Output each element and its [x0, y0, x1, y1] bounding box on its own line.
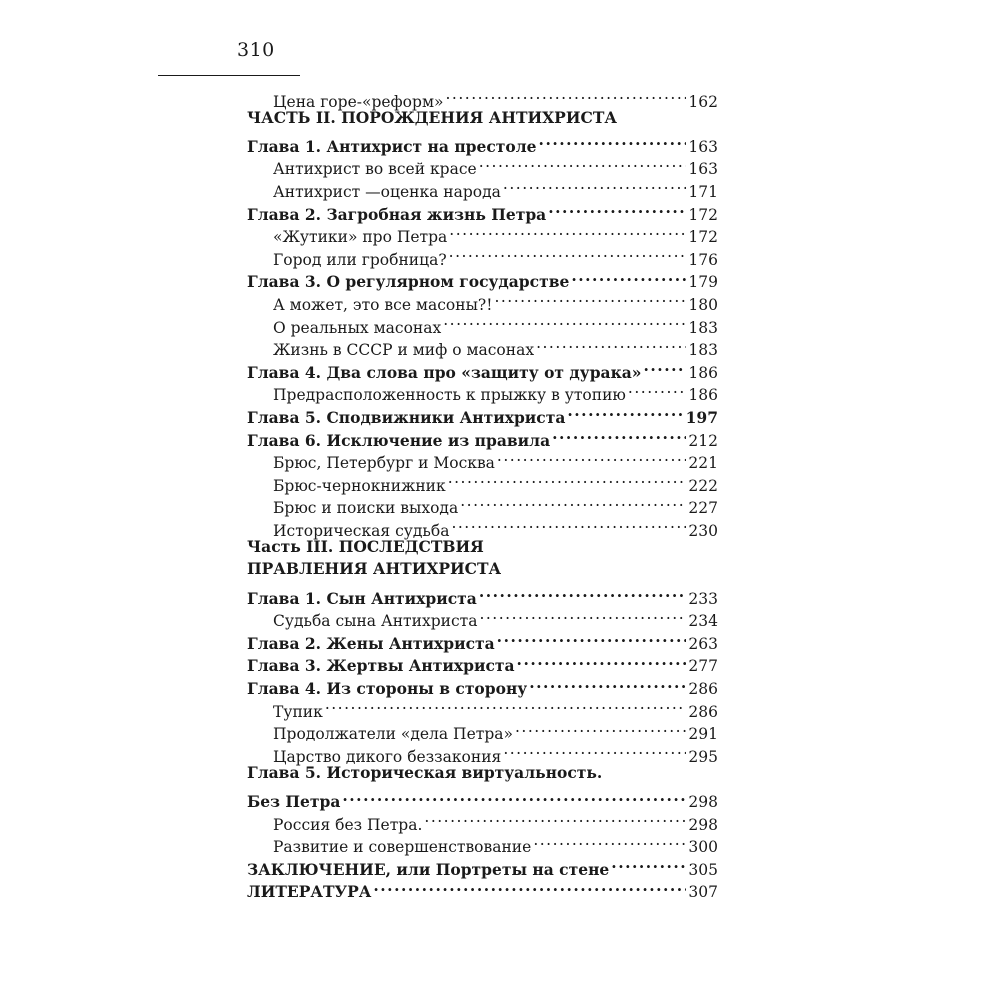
toc-entry-title: Глава 6. Исключение из правила	[247, 430, 551, 450]
toc-entry-page: 277	[688, 657, 718, 676]
toc-entry-page: 172	[688, 228, 718, 247]
toc-entry-page: 162	[688, 92, 718, 111]
toc-entry-title: Антихрист во всей красе	[273, 160, 477, 179]
dot-leader	[342, 784, 686, 807]
dot-leader	[449, 242, 687, 265]
toc-entry-page: 197	[685, 407, 718, 427]
dot-leader	[567, 400, 683, 423]
toc-entry-title: Глава 4. Из стороны в сторону	[247, 679, 528, 699]
dot-leader	[611, 852, 686, 875]
toc-entry-page: 234	[688, 612, 718, 631]
toc-entry-title: Глава 5. Сподвижники Антихриста	[247, 407, 566, 427]
dot-leader	[552, 423, 686, 446]
toc-entry-page: 227	[688, 499, 718, 518]
toc-entry	[247, 536, 718, 559]
dot-leader	[503, 174, 686, 197]
dot-leader	[443, 310, 686, 333]
toc-entry-page: 180	[688, 295, 718, 314]
dot-leader	[460, 491, 686, 514]
toc-entry-title: Брюс и поиски выхода	[273, 499, 459, 518]
toc-entry-page: 221	[688, 454, 718, 473]
dot-leader	[539, 129, 687, 152]
toc-entry-title: Глава 3. О регулярном государстве	[247, 272, 570, 292]
toc-entry-title: Глава 1. Антихрист на престоле	[247, 136, 537, 156]
toc-entry	[247, 84, 718, 111]
dot-leader	[479, 152, 687, 175]
toc-entry-title: Историческая судьба	[273, 521, 450, 540]
toc-entry-page: 183	[688, 318, 718, 337]
toc-entry	[247, 784, 718, 811]
dot-leader	[533, 830, 686, 853]
toc-entry-title: Судьба сына Антихриста	[273, 612, 478, 631]
toc-entry-page: 186	[688, 386, 718, 405]
toc-entry-title: Глава 4. Два слова про «защиту от дурака»	[247, 362, 642, 382]
toc-entry-title: Глава 2. Загробная жизнь Петра	[247, 204, 547, 224]
toc-entry-page: 298	[688, 793, 718, 811]
dot-leader	[644, 355, 687, 378]
toc-entry-title: А может, это все масоны?!	[273, 295, 493, 314]
toc-entry-title: Россия без Петра.	[273, 815, 423, 834]
toc-entry-page: 230	[688, 521, 718, 540]
toc-entry-page: 291	[688, 725, 718, 744]
dot-leader	[445, 84, 686, 107]
toc-entry-page: 172	[688, 205, 718, 224]
toc-entry-page: 295	[688, 747, 718, 766]
dot-leader	[479, 581, 687, 604]
dot-leader	[529, 671, 686, 694]
toc-entry-title: ЧАСТЬ II. ПОРОЖДЕНИЯ АНТИХРИСТА	[247, 107, 617, 127]
toc-entry-page: 222	[688, 476, 718, 495]
dot-leader	[503, 739, 686, 762]
dot-leader	[497, 626, 687, 649]
toc-entry	[247, 107, 718, 130]
dot-leader	[479, 604, 686, 627]
toc-entry-title: Без Петра	[247, 792, 341, 811]
toc-entry-title: Брюс-чернокнижник	[273, 476, 446, 495]
toc-entry-page: 171	[688, 182, 718, 201]
page-number: 310	[237, 39, 275, 61]
dot-leader	[628, 378, 686, 401]
toc-entry-page: 163	[688, 160, 718, 179]
toc-entry-page: 212	[688, 431, 718, 450]
toc-entry-title: Жизнь в СССР и миф о масонах	[273, 341, 535, 360]
toc-entry-page: 300	[688, 838, 718, 857]
toc-entry-page: 263	[688, 634, 718, 653]
toc-entry-page: 179	[688, 273, 718, 292]
header-rule	[158, 75, 300, 76]
toc-entry-page: 233	[688, 589, 718, 608]
dot-leader	[497, 446, 686, 469]
toc-entry-page: 286	[688, 702, 718, 721]
toc-entry-title: Глава 5. Историческая виртуальность.	[247, 762, 603, 782]
toc-entry-page: 305	[688, 860, 718, 879]
toc-entry-title: Город или гробница?	[273, 250, 447, 269]
table-of-contents	[247, 84, 718, 902]
toc-entry-title: ЗАКЛЮЧЕНИЕ, или Портреты на стене	[247, 859, 610, 879]
toc-entry-title: Продолжатели «дела Петра»	[273, 725, 513, 744]
toc-entry-page: 298	[688, 815, 718, 834]
toc-entry-page: 186	[688, 363, 718, 382]
dot-leader	[373, 875, 686, 898]
toc-entry-title: Царство дикого беззакония	[273, 747, 502, 766]
dot-leader	[448, 468, 687, 491]
toc-entry	[247, 581, 718, 608]
toc-entry-page: 176	[688, 250, 718, 269]
dot-leader	[536, 333, 686, 356]
toc-entry-title: Цена горе-«реформ»	[273, 92, 444, 111]
toc-entry-page: 163	[688, 137, 718, 156]
toc-entry-title: Антихрист —оценка народа	[273, 182, 501, 201]
toc-entry-title: «Жутики» про Петра	[273, 228, 448, 247]
toc-entry-title: ЛИТЕРАТУРА	[247, 882, 372, 902]
toc-entry-title: Предрасположенность к прыжку в утопию	[273, 386, 626, 405]
toc-entry-page: 286	[688, 680, 718, 699]
dot-leader	[449, 220, 686, 243]
toc-entry-title: Часть III. ПОСЛЕДСТВИЯ	[247, 536, 484, 556]
dot-leader	[424, 807, 686, 830]
dot-leader	[494, 287, 686, 310]
toc-entry	[247, 762, 718, 785]
toc-entry	[247, 558, 718, 581]
toc-entry-page: 183	[688, 341, 718, 360]
toc-entry-page: 307	[688, 883, 718, 902]
toc-entry-title: Брюс, Петербург и Москва	[273, 454, 495, 473]
toc-entry-title: Глава 3. Жертвы Антихриста	[247, 656, 515, 676]
dot-leader	[517, 649, 687, 672]
dot-leader	[325, 694, 687, 717]
toc-entry-title: Глава 1. Сын Антихриста	[247, 588, 477, 608]
toc-entry-title: Глава 2. Жены Антихриста	[247, 633, 495, 653]
dot-leader	[571, 265, 686, 288]
dot-leader	[548, 197, 686, 220]
toc-entry-title: Тупик	[273, 702, 323, 721]
toc-entry-title: ПРАВЛЕНИЯ АНТИХРИСТА	[247, 559, 502, 579]
dot-leader	[515, 717, 686, 740]
toc-entry-title: Развитие и совершенствование	[273, 838, 532, 857]
toc-entry-title: О реальных масонах	[273, 318, 442, 337]
dot-leader	[451, 513, 686, 536]
toc-entry	[247, 129, 718, 156]
